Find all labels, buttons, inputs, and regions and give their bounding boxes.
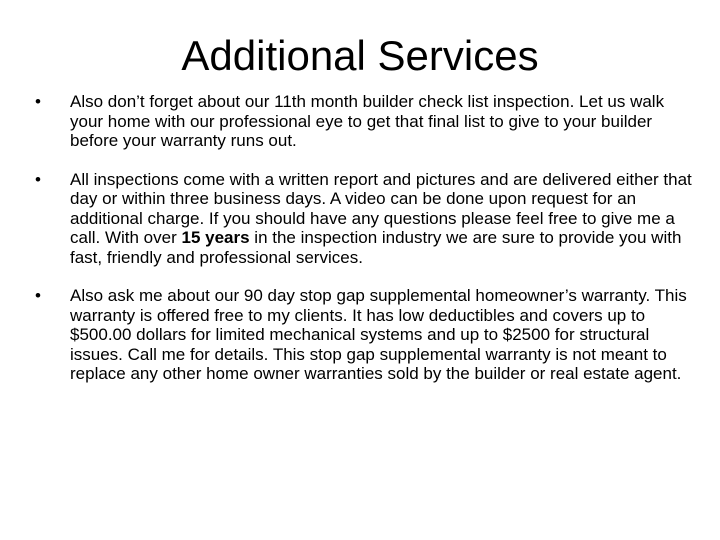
bullet-text: Also don’t forget about our 11th month builder check list inspection. Let us walk your home with our professional eye to get that final list to give to your builder before your warranty runs out. xyxy=(70,92,665,150)
slide-title: Additional Services xyxy=(181,32,539,79)
bullet-point-icon: • xyxy=(35,286,41,305)
bullet-text-after: in the inspection industry we are sure to provide you with fast, friendly and professional services. xyxy=(70,228,682,267)
bullet-text: Also ask me about our 90 day stop gap supplemental homeowner’s warranty. This warranty is offered free to my clients. It has low deductibles and covers up to $500.00 dollars for limited mechanical systems and up to $2500 for structural issues. Call me for details. This stop gap supplemental warranty is not meant to replace any other home owner warranties sold by the builder or real estate agent. xyxy=(70,286,687,383)
bullet-item-inspection-reports xyxy=(28,170,696,268)
bullet-point-icon: • xyxy=(35,92,41,111)
bullet-point-icon: • xyxy=(35,169,41,189)
bullet-text-before: All inspections come with a written report and pictures and are delivered either that day or within three business days. A video can be done upon request for an additional charge. If you should have any questions please feel free to give me a call. With over xyxy=(70,169,692,247)
bullet-item-supplemental-warranty xyxy=(28,286,696,384)
bullet-list xyxy=(28,92,696,403)
experience-years-text: 15 years xyxy=(181,228,250,247)
bullet-item-warranty-inspection xyxy=(28,92,696,151)
